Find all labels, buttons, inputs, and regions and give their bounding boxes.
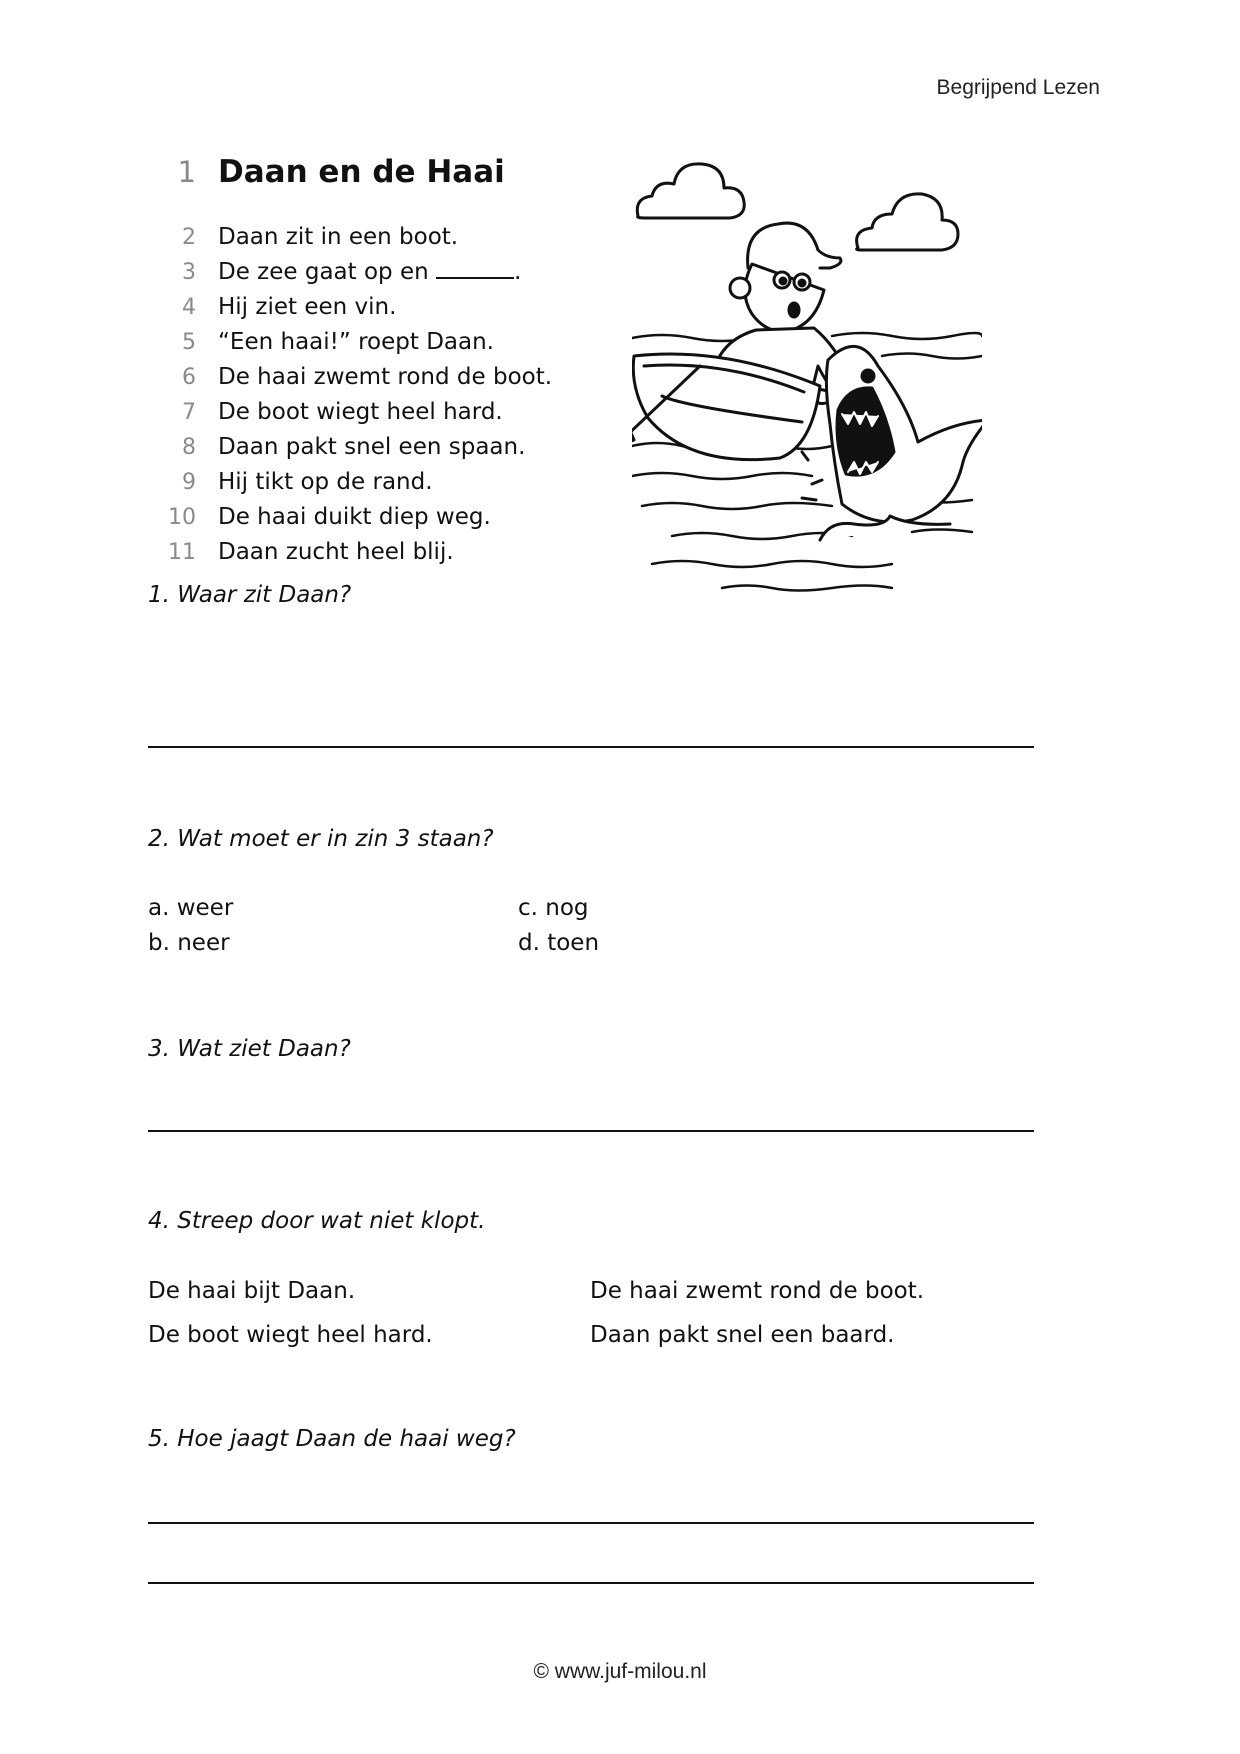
line-number: 6 — [182, 365, 196, 390]
line-text: Daan pakt snel een spaan. — [218, 434, 526, 460]
statement[interactable]: De boot wiegt heel hard. — [148, 1322, 433, 1348]
line-number: 1 — [177, 155, 196, 189]
option-c[interactable]: c. nog — [518, 895, 589, 921]
story-line — [146, 504, 616, 539]
story-line — [146, 399, 616, 434]
story-line — [146, 434, 616, 469]
question-1: 1. Waar zit Daan? — [148, 582, 352, 608]
page-header-label: Begrijpend Lezen — [936, 76, 1100, 99]
story-block — [146, 154, 616, 574]
line-text: Daan zit in een boot. — [218, 224, 459, 250]
boy-boat-shark-illustration — [632, 160, 982, 600]
line-text: “Een haai!” roept Daan. — [218, 329, 494, 355]
answer-line[interactable] — [148, 1522, 1034, 1524]
line-number: 3 — [182, 260, 196, 285]
story-line — [146, 539, 616, 574]
story-line — [146, 259, 616, 294]
story-title-row — [146, 154, 616, 204]
story-line — [146, 224, 616, 259]
story-line — [146, 469, 616, 504]
line-number: 4 — [182, 295, 196, 320]
statement[interactable]: Daan pakt snel een baard. — [590, 1322, 895, 1348]
line-text: De boot wiegt heel hard. — [218, 399, 503, 425]
line-number: 10 — [168, 505, 196, 530]
answer-line[interactable] — [148, 1582, 1034, 1584]
line-number: 5 — [182, 330, 196, 355]
cloud-icon — [637, 164, 744, 218]
footer-copyright: © www.juf-milou.nl — [533, 1660, 707, 1683]
story-title: Daan en de Haai — [218, 154, 505, 190]
story-line — [146, 364, 616, 399]
statement[interactable]: De haai bijt Daan. — [148, 1278, 356, 1304]
line-text: Hij tikt op de rand. — [218, 469, 433, 495]
answer-line[interactable] — [148, 1130, 1034, 1132]
option-d[interactable]: d. toen — [518, 930, 600, 956]
line-text: De haai duikt diep weg. — [218, 504, 491, 530]
line-number: 7 — [182, 400, 196, 425]
question-4: 4. Streep door wat niet klopt. — [148, 1208, 486, 1234]
line-text-after-blank: . — [514, 259, 522, 285]
story-line — [146, 294, 616, 329]
line-number: 8 — [182, 435, 196, 460]
line-text: Hij ziet een vin. — [218, 294, 397, 320]
fill-in-blank — [436, 259, 514, 279]
line-number: 2 — [182, 225, 196, 250]
shark — [802, 346, 982, 540]
line-number: 9 — [182, 470, 196, 495]
line-number: 11 — [168, 540, 196, 565]
question-5: 5. Hoe jaagt Daan de haai weg? — [148, 1426, 516, 1452]
answer-line[interactable] — [148, 746, 1034, 748]
option-a[interactable]: a. weer — [148, 895, 234, 921]
line-text: De haai zwemt rond de boot. — [218, 364, 553, 390]
question-2: 2. Wat moet er in zin 3 staan? — [148, 826, 494, 852]
story-line — [146, 329, 616, 364]
option-b[interactable]: b. neer — [148, 930, 230, 956]
line-text-before-blank: De zee gaat op en — [218, 259, 436, 285]
cloud-icon — [857, 194, 958, 250]
question-3: 3. Wat ziet Daan? — [148, 1036, 351, 1062]
line-text — [218, 259, 521, 285]
statement[interactable]: De haai zwemt rond de boot. — [590, 1278, 925, 1304]
line-text: Daan zucht heel blij. — [218, 539, 454, 565]
